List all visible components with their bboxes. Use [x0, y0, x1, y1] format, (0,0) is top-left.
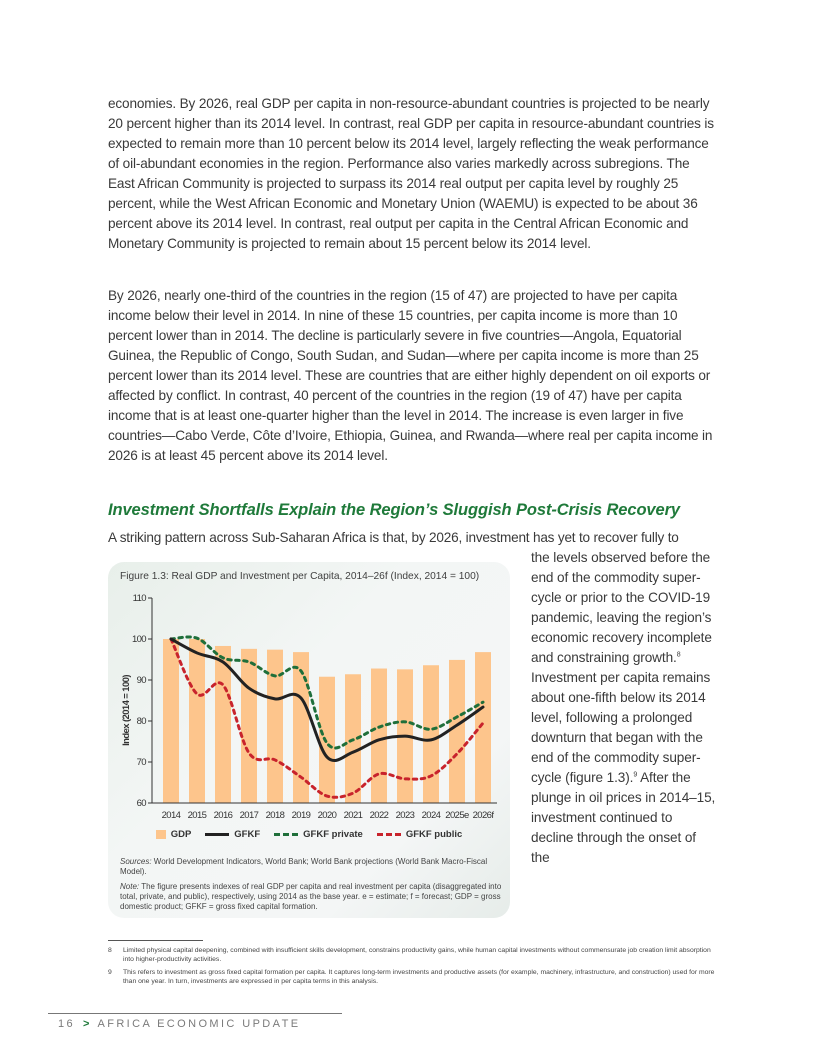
y-tick-label: 60 [136, 798, 146, 809]
footnote-8 [108, 946, 718, 964]
x-tick-label: 2025e [445, 810, 469, 821]
chart-legend [108, 829, 510, 840]
legend-label: GFKF [234, 829, 261, 840]
x-tick-label: 2026f [472, 810, 494, 821]
paragraph-3-text-c: After the plunge in oil prices in 2014–15, investment continued to decline through the onset of the [531, 770, 716, 865]
gdp-bar [449, 660, 465, 803]
note-text: The figure presents indexes of real GDP per capita and real investment per capita (disaggregated into total, private, and public), respectively, using 2014 as the base year. e = estimate; f = forecast; GDP = gross domestic product; GFKF = gross fixed capital formation. [120, 882, 502, 911]
gdp-bar [189, 639, 205, 803]
sources-label: Sources: [120, 857, 152, 866]
y-tick-label: 70 [136, 757, 146, 768]
footnote-text: This refers to investment as gross fixed capital formation per capita. It captures long-term investments and productive assets (for example, machinery, infrastructure, and construction) used for more than one year. In turn, investments are expressed in per capita terms in this analysis. [123, 969, 715, 985]
figure-note [120, 882, 505, 912]
gdp-bar [267, 650, 283, 803]
body-paragraph-3-wrapped [531, 548, 716, 868]
note-label: Note: [120, 882, 140, 891]
legend-item-gdp [156, 829, 192, 840]
figure-1-3 [108, 562, 510, 918]
legend-item-gfkf [205, 829, 260, 840]
footnote-number: 9 [108, 969, 112, 976]
page-number: 16 [58, 1018, 76, 1030]
x-tick-label: 2023 [395, 810, 415, 821]
figure-title: Figure 1.3: Real GDP and Investment per Capita, 2014–26f (Index, 2014 = 100) [120, 571, 480, 582]
legend-label: GFKF private [303, 829, 363, 840]
paragraph-3-text-a: the levels observed before the end of the commodity super-cycle or prior to the COVID-19 pandemic, leaving the region’s economic recovery incomplete and constraining growth. [531, 550, 712, 665]
x-tick-label: 2016 [213, 810, 233, 821]
sources-text: World Development Indicators, World Bank; World Bank projections (World Bank Macro-Fiscal Model). [120, 857, 488, 876]
footnote-ref-8[interactable]: 8 [676, 651, 681, 659]
gdp-bar [475, 652, 491, 803]
gdp-bar [241, 649, 257, 803]
footnote-text: Limited physical capital deepening, combined with insufficient skills development, constrains productivity gains, while human capital investments without commensurate job creation limit absorption into higher-productivity activities. [123, 947, 711, 963]
body-paragraph-2: By 2026, nearly one-third of the countries in the region (15 of 47) are projected to have per capita income below their level in 2014. In nine of these 15 countries, per capita income is more than 10 percent lower than in 2014. The decline is particularly severe in five countries—Angola, Equatorial Guinea, the Republic of Congo, South Sudan, and Sudan—where per capita income is more than 25 percent lower than its 2014 level. These are countries that are either highly dependent on oil exports or affected by conflict. In contrast, 40 percent of the countries in the region (19 of 47) have per capita income that is at least one-quarter higher than the level in 2014. The increase is even larger in five countries—Cabo Verde, Côte d’Ivoire, Ethiopia, Guinea, and Rwanda—where real per capita income in 2026 is at least 45 percent above its 2014 level. [108, 288, 713, 463]
gdp-bar [371, 669, 387, 803]
gdp-bar [215, 646, 231, 803]
body-paragraph-3-first-line: A striking pattern across Sub-Saharan Africa is that, by 2026, investment has yet to recover fully to [108, 530, 679, 545]
y-axis-label: Index (2014 = 100) [121, 675, 132, 746]
gdp-swatch-icon [156, 830, 166, 839]
y-tick-label: 80 [136, 716, 146, 727]
footer-divider [48, 1013, 342, 1014]
x-tick-label: 2021 [343, 810, 363, 821]
x-tick-label: 2024 [421, 810, 441, 821]
x-tick-label: 2014 [161, 810, 181, 821]
legend-item-gfkf-public [377, 829, 462, 840]
gdp-bar [423, 665, 439, 803]
red-dashed-line-icon [377, 833, 401, 836]
y-tick-label: 100 [131, 634, 146, 645]
y-tick-label: 110 [132, 593, 146, 604]
chevron-right-icon: > [83, 1018, 90, 1030]
footnote-divider [108, 940, 203, 941]
figure-sources [120, 857, 505, 877]
solid-line-icon [205, 833, 229, 836]
green-dashed-line-icon [274, 833, 298, 836]
section-heading: Investment Shortfalls Explain the Region’s Sluggish Post-Crisis Recovery [108, 501, 680, 519]
chart-plot [108, 562, 510, 832]
footnote-9 [108, 968, 718, 986]
body-paragraph-1: economies. By 2026, real GDP per capita in non-resource-abundant countries is projected to be nearly 20 percent higher than its 2014 level. In contrast, real GDP per capita in resource-abundant countries is expected to remain more than 10 percent below its 2014 level, largely reflecting the weak performance of oil-abundant economies in the region. Performance also varies markedly across subregions. The East African Community is projected to surpass its 2014 real output per capita level by roughly 25 percent, while the West African Economic and Monetary Union (WAEMU) is expected to be about 36 percent above its 2014 level. In contrast, real output per capita in the Central African Economic and Monetary Community is projected to remain about 15 percent below its 2014 level. [108, 96, 714, 251]
publication-title: AFRICA ECONOMIC UPDATE [97, 1018, 301, 1030]
x-tick-label: 2018 [265, 810, 285, 821]
x-tick-label: 2019 [291, 810, 311, 821]
gdp-bar [163, 639, 179, 803]
legend-item-gfkf-private [274, 829, 363, 840]
x-tick-label: 2020 [317, 810, 337, 821]
gdp-bar [319, 677, 335, 803]
legend-label: GDP [170, 829, 192, 840]
y-tick-label: 90 [136, 675, 146, 686]
x-tick-label: 2017 [239, 810, 259, 821]
footnote-ref-9[interactable]: 9 [633, 771, 638, 779]
footnote-number: 8 [108, 947, 112, 954]
page-footer [58, 1018, 300, 1030]
legend-label: GFKF public [405, 829, 463, 840]
x-tick-label: 2015 [187, 810, 207, 821]
paragraph-3-text-b: Investment per capita remains about one-fifth below its 2014 level, following a prolonged downturn that began with the end of the commodity super-cycle (figure 1.3). [531, 670, 711, 785]
x-tick-label: 2022 [369, 810, 389, 821]
